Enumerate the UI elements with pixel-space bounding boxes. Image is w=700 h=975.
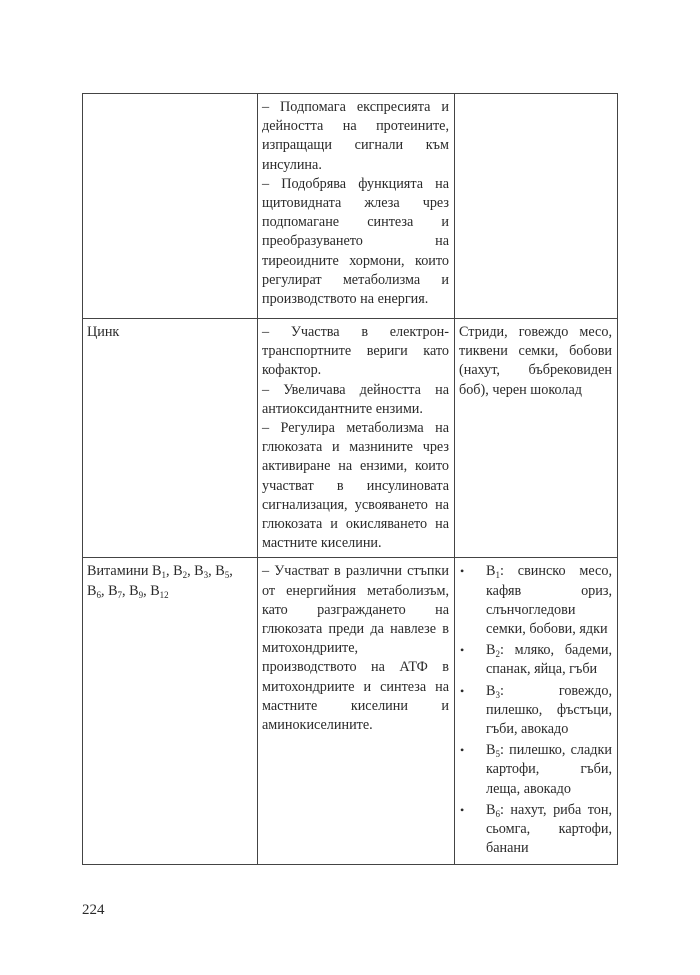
vitamin-subscript: 12 xyxy=(159,589,169,600)
nutrient-sources-cell xyxy=(455,558,618,865)
action-paragraph: – Участват в различни стъпки от енергийния метаболизъм, като разграждането на глюкозата преди да навлезе в митохондриите, производството на АТФ в митохондриите и синтеза на мастните киселини и аминокиселините. xyxy=(262,563,449,734)
vitamin-subscript: 7 xyxy=(117,589,123,600)
vitamin-subscript: 5 xyxy=(224,570,230,581)
nutrient-sources-cell: Стриди, говеждо месо, тиквени семки, бобови (нахут, бъбрековиден боб), черен шоколад xyxy=(455,319,618,558)
action-paragraph: – Участва в електрон-транспортните вериги като кофактор. xyxy=(262,324,449,379)
bullet-icon: • xyxy=(460,743,465,758)
nutrient-action-cell xyxy=(258,558,455,865)
vitamin-subscript: 6 xyxy=(96,589,101,600)
sources-list xyxy=(459,562,612,858)
page-number: 224 xyxy=(82,902,105,918)
action-paragraph: – Подпомага експресията и дейността на протеините, изпращащи сигнали към инсулина. xyxy=(262,99,449,173)
table-row xyxy=(83,94,618,319)
vitamin-subscript: 9 xyxy=(138,589,144,600)
bullet-icon: • xyxy=(460,802,465,817)
nutrient-sources-cell xyxy=(455,94,618,319)
bullet-icon: • xyxy=(460,564,465,579)
vitamin-subscript: 3 xyxy=(203,570,209,581)
vitamin-name-prefix: Витамини В xyxy=(87,563,162,580)
vitamin-subscript: 2 xyxy=(182,570,188,581)
list-item: • $В_1$: свинско месо, кафяв ориз, слънчогледови семки, бобови, ядки xyxy=(460,563,612,638)
list-item: • $В_6$: нахут, риба тон, сьомга, картофи, банани xyxy=(460,801,612,857)
bullet-icon: • xyxy=(460,643,465,658)
nutrient-action-cell xyxy=(258,319,455,558)
list-item: • $В_2$: мляко, бадеми, спанак, яйца, гъби xyxy=(460,642,612,678)
nutrient-name-cell: Цинк xyxy=(83,319,258,558)
bullet-icon: • xyxy=(460,683,465,698)
list-item: • $В_5$: пилешко, сладки картофи, гъби, леща, авокадо xyxy=(460,742,612,797)
table-row xyxy=(83,319,618,558)
nutrient-table xyxy=(82,93,618,865)
nutrient-action-cell xyxy=(258,94,455,319)
list-item: • $В_3$: говеждо, пилешко, фъстъци, гъби, авокадо xyxy=(460,682,612,738)
nutrient-name-cell: Витамини $В_1$, $В_2$, $В_3$, $В_5$, $В_6$, $В_7$, $В_9$, $В_{12}$ xyxy=(83,558,258,865)
vitamin-subscript: 1 xyxy=(161,570,166,581)
action-paragraph: – Подобрява функцията на щитовидната жлеза чрез подпомагане синтеза и преобразуването на тиреоидните хормони, които регулират метаболизма и производството на енергия. xyxy=(262,175,449,308)
action-paragraph: – Регулира метаболизма на глюкозата и мазнините чрез активиране на ензими, които участват в инсулиновата сигнализация, усвояването на глюкозата и окисляването на мастните киселини. xyxy=(262,420,449,552)
nutrient-name-cell xyxy=(83,94,258,319)
table-row xyxy=(83,558,618,865)
action-paragraph: – Увеличава дейността на антиоксидантните ензими. xyxy=(262,381,449,417)
